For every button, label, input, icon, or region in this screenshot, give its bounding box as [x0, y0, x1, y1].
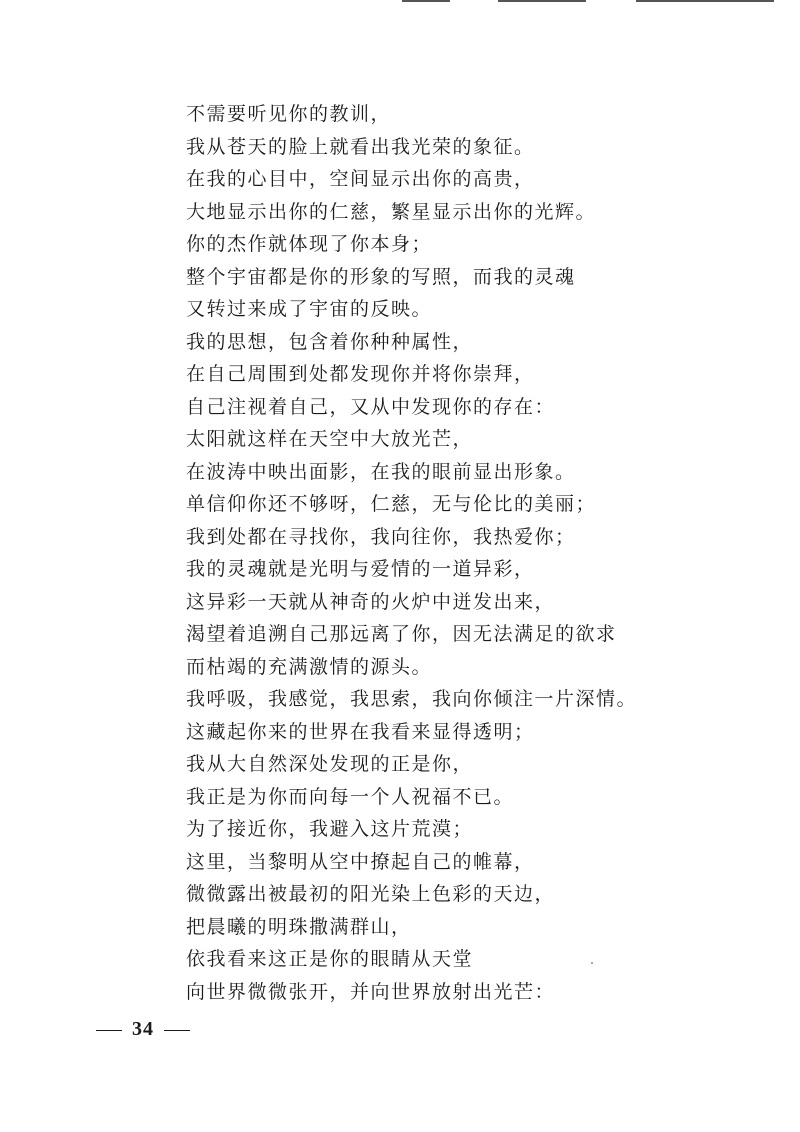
footer-dash-left — [96, 1030, 122, 1031]
poem-line: 渴望着追溯自己那远离了你，因无法满足的欲求 — [186, 623, 617, 645]
footer-dash-right — [164, 1030, 190, 1031]
page-footer — [96, 1018, 190, 1041]
scan-speck — [591, 962, 593, 964]
header-rule-middle — [498, 0, 586, 2]
header-rule-right — [636, 0, 774, 2]
poem-line: 在自己周围到处都发现你并将你崇拜， — [186, 363, 535, 385]
poem-line: 我的灵魂就是光明与爱情的一道异彩， — [186, 558, 535, 580]
poem-line: 把晨曦的明珠撒满群山， — [186, 915, 412, 938]
poem-line: 这藏起你来的世界在我看来显得透明； — [186, 720, 535, 743]
poem-line: 在我的心目中，空间显示出你的高贵， — [186, 168, 535, 190]
poem-line: 这里，当黎明从空中撩起自己的帷幕， — [186, 850, 535, 873]
poem-line: 为了接近你，我避入这片荒漠； — [186, 818, 474, 840]
poem-line: 你的杰作就体现了你本身； — [186, 233, 433, 255]
header-rule-left — [402, 0, 450, 2]
poem-line: 我从苍天的脸上就看出我光荣的象征。 — [186, 135, 535, 158]
poem-line: 向世界微微张开，并向世界放射出光芒： — [186, 980, 556, 1003]
poem-line: 微微露出被最初的阳光染上色彩的天边， — [186, 883, 556, 905]
poem-line: 依我看来这正是你的眼睛从天堂 — [186, 948, 474, 970]
poem-line: 我正是为你而向每一个人祝福不已。 — [186, 785, 515, 808]
poem-line: 我从大自然深处发现的正是你， — [186, 753, 474, 775]
poem-line: 我的思想，包含着你种种属性， — [186, 330, 474, 353]
page-number: 34 — [132, 1018, 154, 1040]
poem-line: 在波涛中映出面影，在我的眼前显出形象。 — [186, 460, 576, 483]
poem-body — [186, 98, 766, 1008]
poem-line: 不需要听见你的教训， — [186, 103, 392, 125]
poem-line: 我呼吸，我感觉，我思索，我向你倾注一片深情。 — [186, 688, 638, 710]
poem-line: 这异彩一天就从神奇的火炉中迸发出来， — [186, 590, 556, 613]
poem-line: 自己注视着自己，又从中发现你的存在： — [186, 395, 556, 418]
poem-line: 太阳就这样在天空中大放光芒， — [186, 428, 474, 450]
poem-line: 大地显示出你的仁慈，繁星显示出你的光辉。 — [186, 200, 597, 223]
poem-line: 整个宇宙都是你的形象的写照，而我的灵魂 — [186, 265, 576, 288]
poem-line: 而枯竭的充满激情的源头。 — [186, 655, 433, 678]
poem-line: 单信仰你还不够呀，仁慈，无与伦比的美丽； — [186, 493, 597, 515]
poem-line: 又转过来成了宇宙的反映。 — [186, 298, 433, 320]
poem-line: 我到处都在寻找你，我向往你，我热爱你； — [186, 525, 576, 548]
